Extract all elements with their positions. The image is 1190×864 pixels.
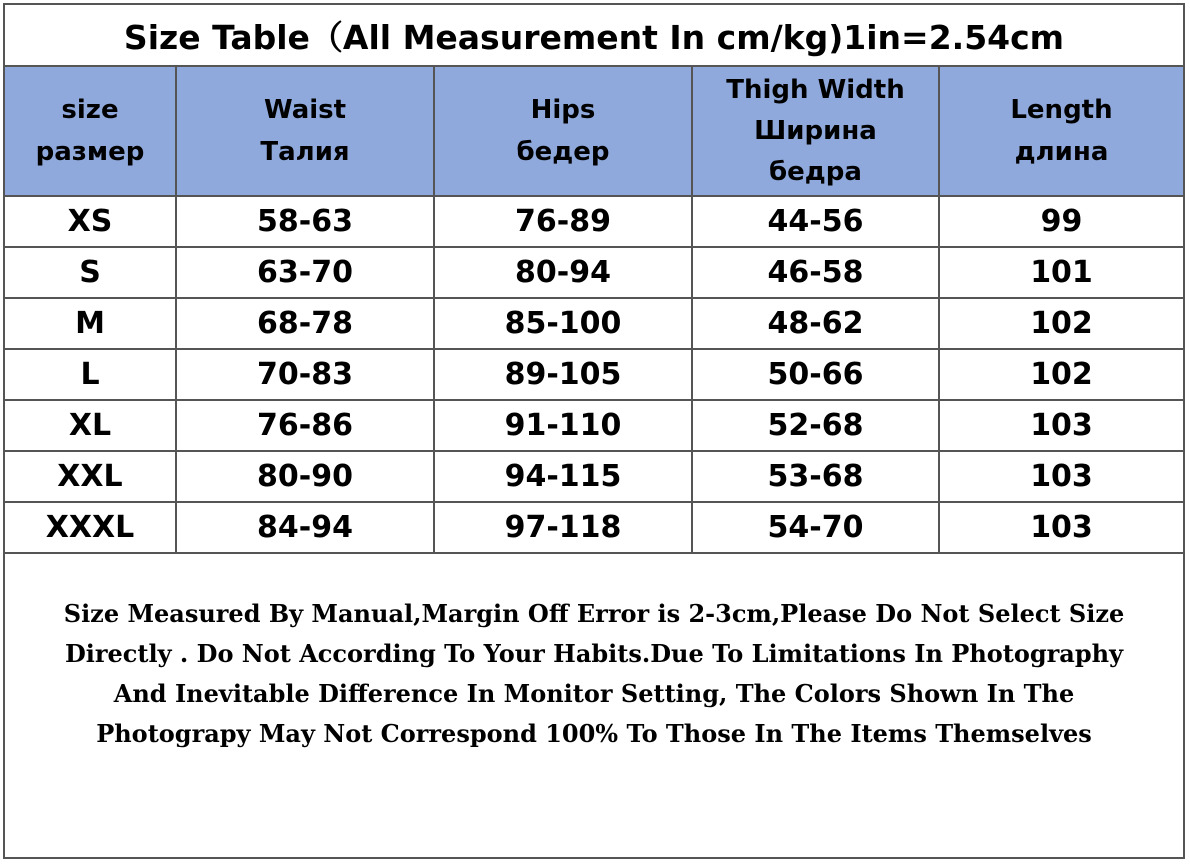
cell-waist: 70-83 [176, 349, 434, 400]
disclaimer-line: Size Measured By Manual,Margin Off Error is 2-3cm,Please Do Not Select Size [63, 599, 1125, 628]
header-hips-ru: бедер [516, 137, 610, 167]
cell-waist: 68-78 [176, 298, 434, 349]
header-size [5, 67, 176, 196]
cell-size: S [5, 247, 176, 298]
cell-waist: 80-90 [176, 451, 434, 502]
table-row [5, 298, 1183, 349]
cell-size: L [5, 349, 176, 400]
size-table-title: Size Table（All Measurement In cm/kg)1in=2.54cm [5, 5, 1183, 67]
cell-size: M [5, 298, 176, 349]
cell-thigh: 52-68 [692, 400, 939, 451]
measurement-disclaimer [5, 554, 1183, 754]
size-table [5, 67, 1183, 554]
header-size-ru: размер [35, 137, 145, 167]
cell-length: 99 [939, 196, 1183, 247]
header-waist [176, 67, 434, 196]
cell-hips: 76-89 [434, 196, 692, 247]
cell-length: 103 [939, 451, 1183, 502]
cell-hips: 80-94 [434, 247, 692, 298]
cell-thigh: 48-62 [692, 298, 939, 349]
cell-length: 102 [939, 349, 1183, 400]
cell-size: XXL [5, 451, 176, 502]
cell-hips: 94-115 [434, 451, 692, 502]
table-row [5, 247, 1183, 298]
header-thigh-en: Thigh Width [726, 74, 905, 105]
cell-hips: 89-105 [434, 349, 692, 400]
disclaimer-line: Directly . Do Not According To Your Habits.Due To Limitations In Photography [64, 639, 1124, 668]
header-thigh-width [692, 67, 939, 196]
cell-thigh: 44-56 [692, 196, 939, 247]
header-thigh-ru-1: Ширина [754, 115, 877, 146]
header-size-en: size [61, 95, 119, 125]
table-row [5, 196, 1183, 247]
disclaimer-line: And Inevitable Difference In Monitor Setting, The Colors Shown In The [113, 679, 1075, 708]
header-hips-en: Hips [530, 95, 596, 125]
cell-thigh: 50-66 [692, 349, 939, 400]
cell-thigh: 53-68 [692, 451, 939, 502]
cell-size: XL [5, 400, 176, 451]
cell-waist: 76-86 [176, 400, 434, 451]
header-thigh-ru-2: бедра [769, 156, 862, 187]
header-waist-en: Waist [263, 95, 347, 125]
header-length [939, 67, 1183, 196]
cell-size: XXXL [5, 502, 176, 553]
cell-thigh: 46-58 [692, 247, 939, 298]
header-row [5, 67, 1183, 196]
cell-thigh: 54-70 [692, 502, 939, 553]
cell-length: 103 [939, 502, 1183, 553]
cell-size: XS [5, 196, 176, 247]
table-row [5, 349, 1183, 400]
header-waist-ru: Талия [260, 137, 350, 167]
cell-waist: 58-63 [176, 196, 434, 247]
header-length-ru: длина [1014, 137, 1109, 167]
cell-hips: 85-100 [434, 298, 692, 349]
cell-hips: 91-110 [434, 400, 692, 451]
disclaimer-line: Photograpy May Not Correspond 100% To Those In The Items Themselves [96, 719, 1092, 748]
header-hips [434, 67, 692, 196]
cell-hips: 97-118 [434, 502, 692, 553]
size-chart-sheet [3, 3, 1185, 859]
cell-waist: 63-70 [176, 247, 434, 298]
cell-waist: 84-94 [176, 502, 434, 553]
table-row [5, 451, 1183, 502]
table-row [5, 400, 1183, 451]
table-row [5, 502, 1183, 553]
cell-length: 101 [939, 247, 1183, 298]
header-length-en: Length [1010, 95, 1113, 125]
cell-length: 103 [939, 400, 1183, 451]
cell-length: 102 [939, 298, 1183, 349]
